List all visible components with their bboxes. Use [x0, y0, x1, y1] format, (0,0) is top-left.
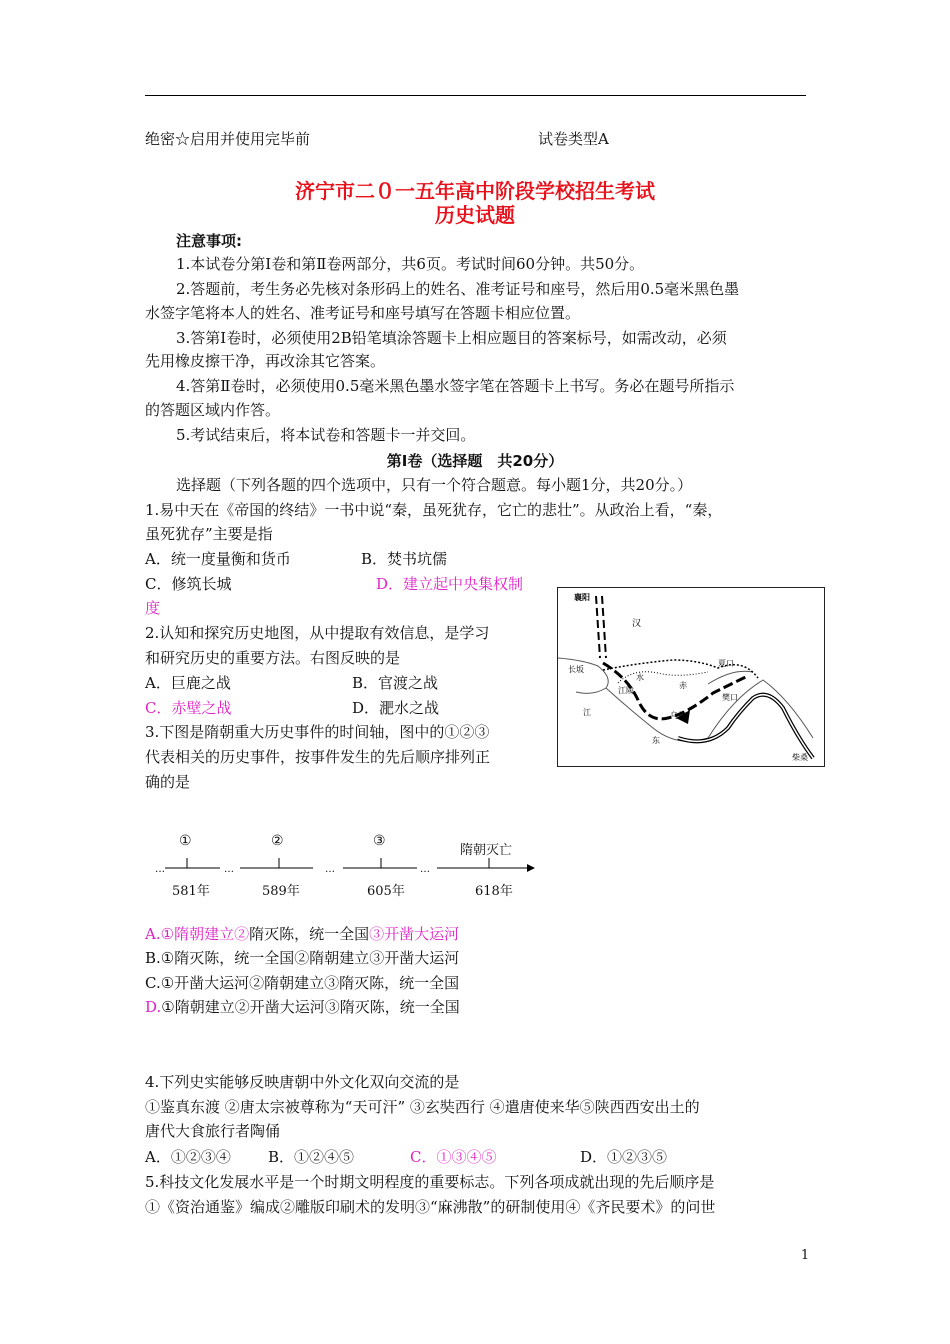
q3-d-part: ①隋朝建立②开凿大运河③隋灭陈，统一全国: [161, 998, 460, 1016]
q4-option-a: A．①②③④: [145, 1148, 231, 1166]
q2-option-d: D．淝水之战: [352, 699, 440, 717]
q3-a-part: ③开凿: [369, 925, 415, 943]
top-rule: [145, 95, 806, 96]
question-3-stem: 确的是: [145, 773, 191, 791]
q2-option-a: A．巨鹿之战: [145, 674, 231, 692]
map-label: 江陵: [618, 686, 634, 695]
question-4-stem: 4.下列史实能够反映唐朝中外文化双向交流的是: [145, 1073, 460, 1091]
timeline-mark-2: ②: [271, 833, 284, 849]
map-label: 襄阳: [574, 592, 590, 602]
confidential-label: 绝密☆启用并使用完毕前: [145, 130, 311, 148]
svg-text:…: …: [155, 864, 165, 875]
q1-option-a: A．统一度量衡和货币: [145, 550, 291, 568]
question-2-stem: 和研究历史的重要方法。右图反映的是: [145, 649, 401, 667]
notice-line: 3.答第Ⅰ卷时，必须使用2B铅笔填涂答题卡上相应题目的答案标号，如需改动，必须: [176, 329, 727, 347]
timeline-mark-3: ③: [373, 833, 386, 849]
question-5-stem: ①《资治通鉴》编成②雕版印刷术的发明③“麻沸散”的研制使用④《齐民要术》的问世: [145, 1198, 716, 1216]
notice-heading: 注意事项:: [176, 232, 242, 250]
q2-option-b: B．官渡之战: [352, 674, 439, 692]
section-intro: 选择题（下列各题的四个选项中，只有一个符合题意。每小题1分，共20分。）: [176, 476, 693, 494]
notice-line: 4.答第Ⅱ卷时，必须使用0.5毫米黑色墨水签字笔在答题卡上书写。务必在题号所指示: [176, 377, 735, 395]
timeline-axis: [155, 848, 545, 878]
exam-subtitle: 历史试题: [435, 203, 515, 227]
notice-line: 5.考试结束后，将本试卷和答题卡一并交回。: [176, 426, 476, 444]
notice-line: 的答题区域内作答。: [145, 401, 281, 419]
map-label: 汉: [632, 619, 642, 629]
q1-option-c: C．修筑长城: [145, 575, 232, 593]
battle-map: [557, 587, 825, 767]
timeline-year: 605年: [367, 884, 405, 899]
q1-option-d-answer: D．建立起中央集权制: [376, 575, 524, 593]
question-3-stem: 代表相关的历史事件，按事件发生的先后顺序排列正: [145, 748, 491, 766]
timeline-mark-end: 隋朝灭亡: [460, 843, 513, 858]
timeline-year: 589年: [262, 884, 300, 899]
question-1-stem: 1.易中天在《帝国的终结》一书中说“秦，虽死犹存，它亡的悲壮”。从政治上看，“秦，: [145, 501, 723, 519]
map-label: 柴桑: [792, 753, 808, 762]
notice-line: 先用橡皮擦干净，再改涂其它答案。: [145, 352, 386, 370]
q3-option-d: [145, 996, 460, 1018]
q3-a-part: 隋朝建立②: [174, 925, 250, 943]
question-4-stem: 唐代大食旅行者陶俑: [145, 1122, 281, 1140]
q3-d-part: D.: [145, 998, 162, 1016]
question-3-stem: 3.下图是隋朝重大历史事件的时间轴，图中的①②③: [145, 723, 490, 741]
exam-title: 济宁市二０一五年高中阶段学校招生考试: [295, 179, 655, 203]
map-label: 东: [652, 736, 660, 745]
q2-option-c-answer: C．赤壁之战: [145, 699, 232, 717]
q4-option-b: B．①②④⑤: [268, 1148, 355, 1166]
battle-map-drawing: [558, 588, 824, 766]
map-label: 水: [636, 673, 644, 682]
section-title: 第Ⅰ卷（选择题 共20分）: [386, 452, 564, 470]
q3-option-a: [145, 923, 459, 945]
q3-option-c: C.①开凿大运河②隋朝建立③隋灭陈，统一全国: [145, 974, 460, 992]
paper-type-label: 试卷类型A: [538, 130, 609, 148]
q3-a-part: A.①: [145, 925, 175, 943]
svg-text:…: …: [325, 864, 335, 875]
q3-a-part: 大运河: [414, 925, 460, 943]
timeline-mark-1: ①: [179, 833, 192, 849]
map-label: 江: [583, 708, 591, 717]
q1-option-b: B．焚书坑儒: [361, 550, 448, 568]
map-label: 赤: [679, 681, 687, 690]
svg-text:…: …: [420, 864, 430, 875]
timeline-year: 618年: [475, 884, 513, 899]
q4-option-c-answer: C．①③④⑤: [410, 1148, 497, 1166]
q1-option-d-continued: 度: [145, 599, 161, 617]
map-label: 长坂: [568, 665, 584, 674]
question-2-stem: 2.认知和探究历史地图，从中提取有效信息，是学习: [145, 624, 490, 642]
map-label: 夏口: [718, 659, 734, 668]
q3-a-part: 隋灭陈，统一全国: [249, 925, 370, 943]
notice-line: 1.本试卷分第Ⅰ卷和第Ⅱ卷两部分，共6页。考试时间60分钟。共50分。: [176, 255, 645, 273]
page-number: 1: [800, 1248, 810, 1263]
map-label: 樊口: [722, 693, 738, 702]
q3-option-b: B.①隋灭陈，统一全国②隋朝建立③开凿大运河: [145, 949, 460, 967]
map-label: 乌林: [670, 711, 686, 720]
question-4-stem: ①鉴真东渡 ②唐太宗被尊称为“天可汗” ③玄奘西行 ④遣唐使来华⑤陕西西安出土的: [145, 1098, 700, 1116]
question-1-stem: 虽死犹存”主要是指: [145, 525, 273, 543]
notice-line: 水签字笔将本人的姓名、准考证号和座号填写在答题卡相应位置。: [145, 304, 581, 322]
timeline-year: 581年: [172, 884, 210, 899]
svg-text:…: …: [224, 864, 234, 875]
q4-option-d: D．①②③⑤: [580, 1148, 668, 1166]
notice-line: 2.答题前，考生务必先核对条形码上的姓名、准考证号和座号，然后用0.5毫米黑色墨: [176, 280, 740, 298]
question-5-stem: 5.科技文化发展水平是一个时期文明程度的重要标志。下列各项成就出现的先后顺序是: [145, 1173, 715, 1191]
